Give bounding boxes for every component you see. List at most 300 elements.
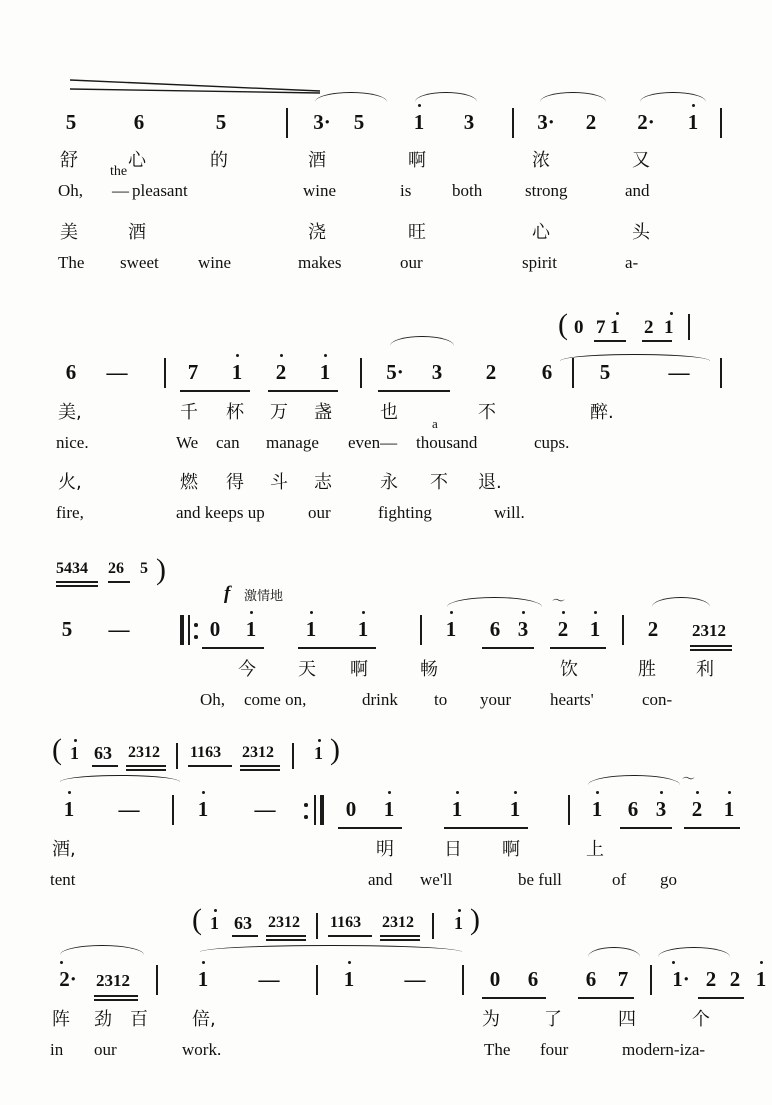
lyric-en: the — [110, 164, 128, 179]
octave-dot-above — [728, 791, 731, 794]
lyric-cn: 饮 — [560, 659, 578, 680]
octave-dot-above — [562, 611, 565, 614]
lyric-en: modern-iza- — [622, 1040, 706, 1059]
lyric-en-hyphen: — — [112, 181, 129, 200]
note-row — [52, 617, 726, 651]
barline-thick — [180, 615, 184, 645]
octave-dot-above — [522, 611, 525, 614]
note: 3 — [655, 797, 667, 821]
note: 1 — [451, 797, 463, 821]
lyric-en: go — [660, 870, 677, 889]
lyric-en: and keeps up — [176, 503, 265, 522]
octave-dot-above — [450, 611, 453, 614]
barline — [292, 743, 294, 769]
lyric-cn: 畅 — [420, 659, 438, 680]
note: 2 — [644, 317, 654, 338]
note: 2 — [485, 360, 497, 384]
barline — [188, 615, 190, 645]
grace-notes: 5 — [140, 560, 148, 577]
lyric-cn: 也 — [380, 402, 398, 423]
lyric-cn: 退. — [478, 472, 502, 493]
octave-dot-above — [310, 611, 313, 614]
note: 1 — [63, 797, 75, 821]
note: 1 — [445, 617, 457, 641]
note-row — [52, 967, 767, 1001]
system-4 — [50, 733, 735, 889]
lyric-cn: 斗 — [270, 472, 288, 493]
beam — [642, 340, 672, 342]
barline — [316, 965, 318, 995]
octave-dot-above — [202, 961, 205, 964]
note: 0 — [574, 317, 584, 338]
lyric-cn: 志 — [314, 472, 332, 493]
lyric-cn: 为 — [482, 1009, 500, 1030]
note-row — [60, 110, 720, 144]
beam — [126, 769, 166, 771]
lyric-en: manage — [266, 433, 319, 452]
note: 6 — [527, 967, 539, 991]
beam — [94, 995, 138, 997]
lyric-en: a — [432, 416, 438, 431]
note-dash: — — [668, 360, 690, 384]
lyric-cn: 不 — [478, 402, 496, 423]
slur-arc — [60, 945, 144, 955]
lyric-cn: 盏 — [314, 402, 332, 423]
barline — [176, 743, 178, 769]
note: 1 — [197, 967, 209, 991]
lyric-cn: 醉. — [590, 402, 614, 423]
lyric-cn: 倍, — [192, 1009, 216, 1030]
lyric-en: strong — [525, 181, 568, 200]
slur-arc — [588, 947, 640, 957]
octave-dot-above — [348, 961, 351, 964]
lyric-cn: 酒 — [308, 150, 326, 171]
lyric-cn: 的 — [210, 150, 228, 171]
lyric-en: both — [452, 181, 483, 200]
lyric-cn: 胜 — [638, 659, 656, 680]
beam — [126, 765, 166, 767]
beam — [698, 997, 744, 999]
beam — [240, 769, 280, 771]
note: 0 — [345, 797, 357, 821]
slur-arc — [588, 775, 680, 785]
beam — [266, 939, 306, 941]
note: 63 — [234, 913, 252, 933]
lyric-cn: 明 — [376, 839, 394, 860]
note-dash: — — [404, 967, 426, 991]
note: 0 — [209, 617, 221, 641]
note: 2 — [585, 110, 597, 134]
lyric-en: nice. — [56, 433, 89, 452]
beam — [56, 585, 98, 587]
lyric-en: to — [434, 690, 448, 709]
beam — [684, 827, 740, 829]
barline — [156, 965, 158, 995]
note: 63 — [94, 743, 112, 763]
note-dash: — — [254, 797, 276, 821]
note-cluster: 2312 — [268, 914, 300, 931]
note: 1 — [305, 617, 317, 641]
lyric-cn: 四 — [618, 1009, 636, 1030]
note: 2 — [557, 617, 569, 641]
close-paren: ) — [330, 733, 340, 766]
octave-dot-above — [696, 791, 699, 794]
lyric-en: Oh, — [200, 690, 226, 709]
octave-dot-above — [596, 791, 599, 794]
note: 6 — [585, 967, 597, 991]
lyric-cn: 心 — [128, 150, 146, 171]
note-dash: — — [258, 967, 280, 991]
lyric-en: makes — [298, 253, 342, 272]
lyric-cn: 旺 — [408, 222, 426, 243]
lyric-en: thousand — [416, 433, 478, 452]
lyric-en: wine — [303, 181, 337, 200]
lyric-cn: 舒 — [60, 150, 78, 171]
lyric-cn: 啊 — [408, 150, 426, 171]
slur-arc — [640, 92, 706, 102]
barline — [622, 615, 624, 645]
lyric-en: fire, — [56, 503, 84, 522]
note: 3 — [463, 110, 475, 134]
barline — [420, 615, 422, 645]
note: 3· — [537, 110, 555, 134]
lyric-en: in — [50, 1040, 64, 1059]
note: 5 — [215, 110, 227, 134]
lyric-en: We — [176, 433, 199, 452]
note: 1 — [591, 797, 603, 821]
beam — [482, 647, 534, 649]
note: 3 — [431, 360, 443, 384]
note: 2 — [729, 967, 741, 991]
lyric-en: of — [612, 870, 627, 889]
barline — [314, 795, 316, 825]
note-cluster: 2312 — [382, 914, 414, 931]
note: 1 — [589, 617, 601, 641]
octave-dot-above — [456, 791, 459, 794]
note: 1 — [664, 317, 674, 338]
lyric-en: The — [58, 253, 85, 272]
octave-dot-above — [60, 961, 63, 964]
lyric-en: our — [308, 503, 331, 522]
lyric-en: can — [216, 433, 240, 452]
lyric-en: be full — [518, 870, 562, 889]
octave-dot-above — [280, 354, 283, 357]
barline — [172, 795, 174, 825]
lyric-cn: 杯 — [226, 402, 244, 423]
note: 7 — [617, 967, 629, 991]
note: 2 — [691, 797, 703, 821]
note-cluster: 2312 — [128, 744, 160, 761]
lyric-cn: 啊 — [350, 659, 368, 680]
slur-arc — [390, 336, 454, 346]
lyric-en: pleasant — [132, 181, 188, 200]
slur-arc — [200, 945, 462, 952]
lyric-en: is — [400, 181, 412, 200]
barline — [720, 108, 722, 138]
slur-arc — [60, 775, 180, 782]
note: 6 — [541, 360, 553, 384]
lyric-cn: 燃 — [180, 472, 198, 493]
beam — [180, 390, 250, 392]
slur-arc — [652, 597, 710, 607]
lyric-cn: 美, — [58, 402, 82, 423]
beam — [94, 999, 138, 1001]
lyric-cn: 日 — [444, 839, 462, 860]
octave-dot-above — [202, 791, 205, 794]
beam — [92, 765, 118, 767]
lyric-cn: 浇 — [308, 222, 326, 243]
beam — [202, 647, 264, 649]
lyric-en: The — [484, 1040, 511, 1059]
barline — [286, 108, 288, 138]
note: 1· — [672, 967, 690, 991]
note: 1 — [319, 360, 331, 384]
beam — [690, 645, 732, 647]
note: 1 — [343, 967, 355, 991]
note-cluster: 1163 — [330, 914, 362, 931]
lyric-en: will. — [494, 503, 525, 522]
beam — [328, 935, 372, 937]
lyric-en: we'll — [420, 870, 453, 889]
note: 3· — [313, 110, 331, 134]
barline — [650, 965, 652, 995]
beam — [232, 935, 258, 937]
note: 6 — [65, 360, 77, 384]
note: 1 — [245, 617, 257, 641]
lyric-en: your — [480, 690, 512, 709]
lyric-en: even— — [348, 433, 398, 452]
note: 1 — [231, 360, 243, 384]
lyric-cn: 千 — [180, 402, 198, 423]
note: 1 — [197, 797, 209, 821]
note: 2 — [705, 967, 717, 991]
lyric-cn: 得 — [226, 472, 244, 493]
system-2 — [56, 308, 720, 522]
barline — [432, 913, 434, 939]
barline-thick — [320, 795, 324, 825]
note: 6 — [489, 617, 501, 641]
barline — [572, 358, 574, 388]
note-cluster: 2312 — [96, 971, 130, 990]
lyric-en: come on, — [244, 690, 307, 709]
mordent-icon: 〜 — [552, 594, 566, 609]
lyric-en: sweet — [120, 253, 159, 272]
lyric-en: a- — [625, 253, 639, 272]
lyric-en: our — [400, 253, 423, 272]
lyric-cn: 酒 — [128, 222, 146, 243]
note: 0 — [489, 967, 501, 991]
octave-dot-above — [418, 104, 421, 107]
lyric-cn: 美 — [60, 222, 78, 243]
note: 7 — [596, 317, 606, 338]
lyric-cn: 浓 — [532, 150, 550, 171]
lyric-cn: 酒, — [52, 839, 76, 860]
lyric-en: fighting — [378, 503, 432, 522]
beam — [266, 935, 306, 937]
decorative-taper-line — [70, 78, 320, 90]
lyric-cn: 上 — [586, 839, 604, 860]
lyric-en: Oh, — [58, 181, 84, 200]
system-1 — [58, 78, 720, 272]
lyric-cn: 今 — [238, 659, 256, 680]
beam — [578, 997, 634, 999]
note: 2· — [59, 967, 77, 991]
note: 1 — [210, 913, 219, 933]
barline — [512, 108, 514, 138]
lyric-cn: 又 — [632, 150, 650, 171]
note: 1 — [383, 797, 395, 821]
lyric-en: our — [94, 1040, 117, 1059]
slur-arc — [447, 597, 542, 607]
note-row — [52, 797, 735, 831]
lyric-en: tent — [50, 870, 76, 889]
beam — [380, 935, 420, 937]
note: 1 — [755, 967, 767, 991]
system-3 — [52, 553, 726, 709]
note: 6 — [627, 797, 639, 821]
barline — [164, 358, 166, 388]
note: 1 — [357, 617, 369, 641]
note: 5 — [65, 110, 77, 134]
note: 5 — [61, 617, 73, 641]
beam — [378, 390, 450, 392]
octave-dot-above — [616, 312, 619, 315]
note: 1 — [314, 743, 323, 763]
slur-arc — [315, 92, 387, 102]
note-cluster: 2312 — [692, 621, 726, 640]
note: 1 — [610, 317, 620, 338]
system-5 — [50, 903, 767, 1059]
octave-dot-above — [74, 739, 77, 742]
note-dash: — — [118, 797, 140, 821]
barline — [720, 358, 722, 388]
beam — [268, 390, 338, 392]
open-paren: ( — [558, 308, 568, 341]
close-paren: ) — [470, 903, 480, 936]
octave-dot-above — [670, 312, 673, 315]
lyric-cn: 个 — [692, 1009, 710, 1030]
lyric-cn: 阵 — [52, 1009, 70, 1030]
lyric-cn: 不 — [430, 472, 448, 493]
note: 1 — [509, 797, 521, 821]
note-cluster: 1163 — [190, 744, 222, 761]
note: 1 — [723, 797, 735, 821]
beam — [444, 827, 528, 829]
octave-dot-above — [250, 611, 253, 614]
note: 6 — [133, 110, 145, 134]
octave-dot-above — [672, 961, 675, 964]
lyric-en: and — [625, 181, 650, 200]
beam — [188, 765, 232, 767]
barline — [462, 965, 464, 995]
note: 1 — [687, 110, 699, 134]
beam — [550, 647, 606, 649]
octave-dot-above — [760, 961, 763, 964]
octave-dot-above — [458, 909, 461, 912]
lyric-cn: 火, — [58, 472, 82, 493]
beam — [690, 649, 732, 651]
lyric-cn: 永 — [380, 472, 398, 493]
expression-mark: 激情地 — [244, 589, 284, 604]
open-paren: ( — [192, 903, 202, 936]
note: 5 — [353, 110, 365, 134]
lyric-en: work. — [182, 1040, 222, 1059]
beam — [108, 581, 130, 583]
beam — [482, 997, 546, 999]
note: 3 — [517, 617, 529, 641]
beam — [298, 647, 376, 649]
beam — [380, 939, 420, 941]
lyric-en: con- — [642, 690, 673, 709]
lyric-en: drink — [362, 690, 398, 709]
note: 7 — [187, 360, 199, 384]
octave-dot-above — [660, 791, 663, 794]
octave-dot-above — [68, 791, 71, 794]
note: 2 — [647, 617, 659, 641]
octave-dot-above — [362, 611, 365, 614]
beam — [338, 827, 402, 829]
lyric-en: wine — [198, 253, 232, 272]
lyric-cn: 天 — [298, 659, 316, 680]
open-paren: ( — [52, 733, 62, 766]
lyric-en: spirit — [522, 253, 557, 272]
beam — [594, 340, 626, 342]
note: 1 — [413, 110, 425, 134]
note-dash: — — [106, 360, 128, 384]
octave-dot-above — [594, 611, 597, 614]
lyric-cn: 百 — [130, 1009, 148, 1030]
lyric-en: and — [368, 870, 393, 889]
lyric-cn: 心 — [532, 222, 550, 243]
note: 1 — [454, 913, 463, 933]
barline — [360, 358, 362, 388]
grace-notes: 26 — [108, 560, 124, 577]
slur-arc — [658, 947, 730, 957]
lyric-cn: 利 — [696, 659, 714, 680]
note: 5· — [386, 360, 404, 384]
lyric-cn: 啊 — [502, 839, 520, 860]
lyric-en: cups. — [534, 433, 570, 452]
dynamic-forte: f — [224, 583, 231, 604]
beam — [56, 581, 98, 583]
octave-dot-above — [388, 791, 391, 794]
barline — [316, 913, 318, 939]
lyric-en: hearts' — [550, 690, 594, 709]
octave-dot-above — [692, 104, 695, 107]
barline — [568, 795, 570, 825]
note-dash: — — [108, 617, 130, 641]
grace-notes: 5434 — [56, 560, 88, 577]
note: 1 — [70, 743, 79, 763]
close-paren: ) — [156, 553, 166, 586]
beam — [620, 827, 672, 829]
octave-dot-above — [514, 791, 517, 794]
octave-dot-above — [236, 354, 239, 357]
note: 5 — [599, 360, 611, 384]
note: 2 — [275, 360, 287, 384]
barline — [688, 314, 690, 340]
lyric-cn: 万 — [270, 402, 288, 423]
note-row — [60, 360, 720, 394]
slur-arc — [415, 92, 477, 102]
octave-dot-above — [318, 739, 321, 742]
beam — [240, 765, 280, 767]
lyric-en: four — [540, 1040, 569, 1059]
slur-arc — [540, 92, 606, 102]
note: 2· — [637, 110, 655, 134]
octave-dot-above — [214, 909, 217, 912]
octave-dot-above — [324, 354, 327, 357]
